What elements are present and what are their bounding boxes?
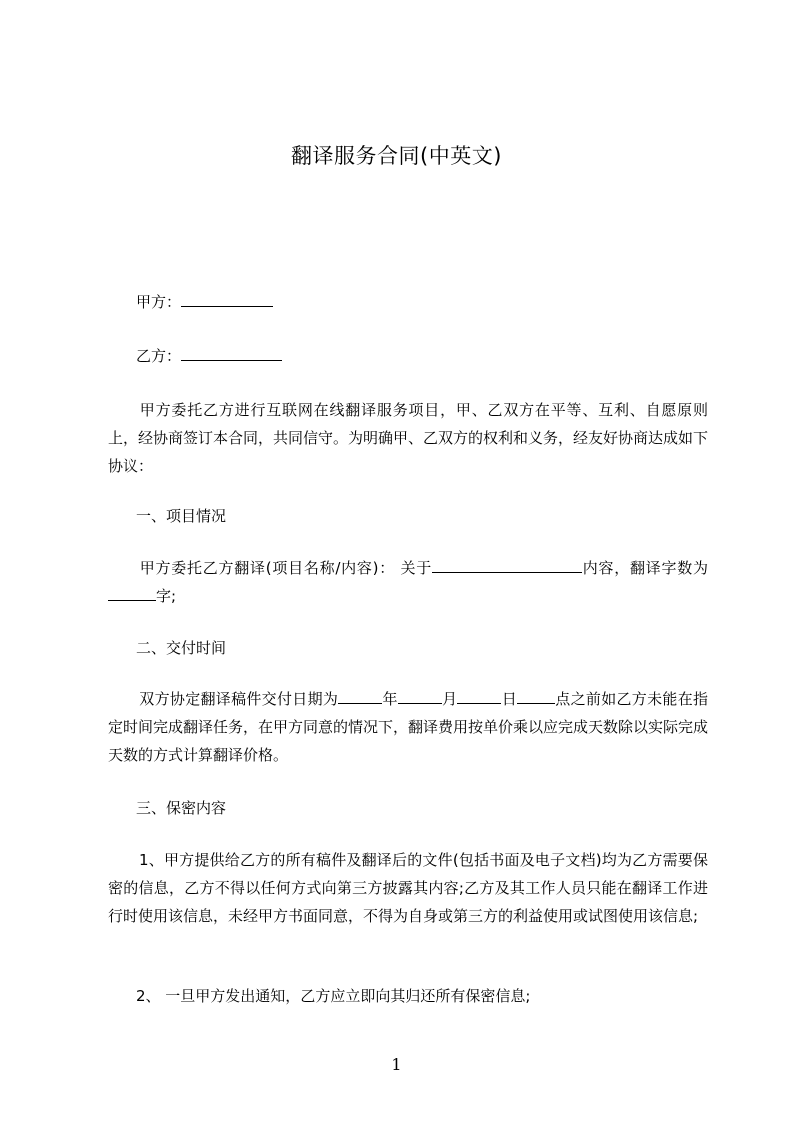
section1-content-blank [432, 558, 582, 573]
intro-text: 甲方委托乙方进行互联网在线翻译服务项目，甲、乙双方在平等、互利、自愿原则上，经协商签订本合同，共同信守。为明确甲、乙双方的权利和义务，经友好协商达成如下协议： [108, 401, 709, 475]
section3-item1-text: 1、甲方提供给乙方的所有稿件及翻译后的文件(包括书面及电子文档)均为乙方需要保密的信息，乙方不得以任何方式向第三方披露其内容;乙方及其工作人员只能在翻译工作进行时使用该信息，未经甲方书面同意，不得为自身或第三方的利益使用或试图使用该信息; [108, 851, 708, 925]
section2-text-3: 能在指定时间完成翻译任务，在甲方同意的情况下，翻译费用按单价乘以应完成天数除以实际完成天数的方式计算翻译价格。 [108, 690, 709, 764]
section1-wordcount-blank [108, 586, 156, 601]
section1-paragraph [108, 554, 708, 610]
section1-heading: 一、项目情况 [136, 507, 227, 525]
section1-text-b: 内容，翻译字 [581, 559, 678, 577]
section1-text-a: 甲方委托乙方翻译(项目名称/内容)： 关于 [139, 559, 432, 577]
section3-item2-paragraph [108, 982, 708, 1010]
month-label: 月 [441, 690, 458, 708]
section2-text-2: 点之前如乙方未 [555, 690, 663, 708]
section3-item1-paragraph [108, 846, 708, 930]
party-a-label: 甲方： [136, 293, 182, 311]
section1-text-c: 数为 [677, 559, 708, 577]
party-a-blank [181, 292, 273, 307]
section2-text-1: 双方协定翻译稿件交付日期为 [139, 690, 339, 708]
intro-paragraph [108, 396, 708, 480]
party-b-line [136, 346, 282, 366]
party-b-label: 乙方： [136, 347, 182, 365]
section2-paragraph [108, 685, 708, 769]
section3-item2-text: 2、 一旦甲方发出通知，乙方应立即向其归还所有保密信息; [136, 987, 531, 1005]
year-label: 年 [382, 690, 398, 708]
page-number: 1 [391, 1055, 402, 1074]
hour-blank [517, 689, 555, 704]
year-blank [338, 689, 382, 704]
day-label: 日 [501, 690, 517, 708]
section2-heading: 二、交付时间 [136, 639, 227, 657]
month-blank [398, 689, 442, 704]
section1-text-d: 字; [156, 587, 177, 605]
party-a-line [136, 292, 273, 312]
party-b-blank [181, 346, 282, 361]
page-title: 翻译服务合同(中英文) [291, 144, 502, 168]
day-blank [457, 689, 501, 704]
section3-heading: 三、保密内容 [136, 799, 227, 817]
